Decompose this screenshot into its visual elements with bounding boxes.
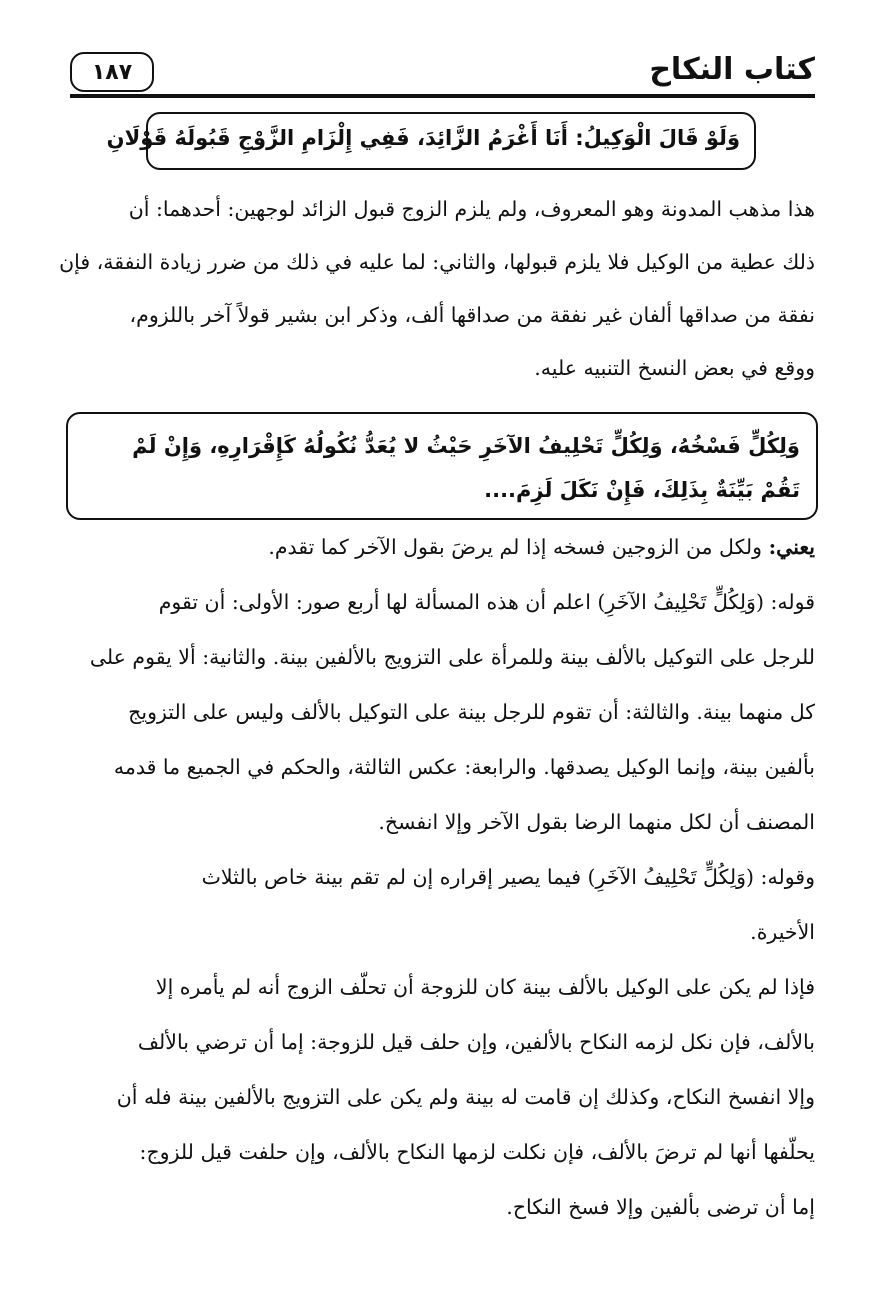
page-number: ١٨٧ [70, 52, 154, 92]
page-header [70, 50, 815, 98]
para-2-label: يعني: [768, 535, 815, 559]
para-3-line-3: كل منهما بينة. والثالثة: أن تقوم للرجل بينة على التوكيل بالألف وليس على التزويج [128, 700, 815, 724]
header-rule [70, 94, 815, 98]
para-1-line-3: نفقة من صداقها ألفان غير نفقة من صداقها ألف، وذكر ابن بشير قولاً آخر باللزوم، [129, 303, 815, 327]
para-3-line-1: قوله: (وَلِكُلٍّ تَحْلِيفُ الآخَرِ) اعلم أن هذه المسألة لها أربع صور: الأولى: أن تقوم [158, 590, 815, 614]
matn-2-line-2: تَقُمْ بَيِّنَةٌ بِذَلِكَ، فَإِنْ نَكَلَ لَزِمَ.... [484, 478, 800, 502]
para-5-line-1: فإذا لم يكن على الوكيل بالألف بينة كان للزوجة أن تحلّف الزوج أنه لم يأمره إلا [155, 975, 815, 999]
para-4-line-2: الأخيرة. [750, 920, 815, 944]
para-2-text: ولكل من الزوجين فسخه إذا لم يرضَ بقول الآخر كما تقدم. [268, 535, 769, 559]
para-1-line-4: ووقع في بعض النسخ التنبيه عليه. [534, 356, 815, 380]
chapter-title: كتاب النكاح [649, 52, 815, 87]
para-3-line-2: للرجل على التوكيل بالألف بينة وللمرأة على التزويج بالألفين بينة. والثانية: ألا يقوم على [89, 645, 815, 669]
para-5-line-2: بالألف، فإن نكل لزمه النكاح بالألفين، وإن حلف قيل للزوجة: إما أن ترضي بالألف [137, 1030, 815, 1054]
matn-box-2 [66, 412, 818, 520]
para-5-line-3: وإلا انفسخ النكاح، وكذلك إن قامت له بينة ولم يكن على التزويج بالألفين بينة فله أن [116, 1085, 815, 1109]
para-3-line-4: بألفين بينة، وإنما الوكيل يصدقها. والرابعة: عكس الثالثة، والحكم في الجميع ما قدمه [113, 755, 815, 779]
para-4-line-1: وقوله: (وَلِكُلٍّ تَحْلِيفُ الآخَرِ) فيما يصير إقراره إن لم تقم بينة خاص بالثلاث [201, 865, 815, 889]
para-5-line-5: إما أن ترضى بألفين وإلا فسخ النكاح. [506, 1195, 815, 1219]
para-5-line-4: يحلّفها أنها لم ترضَ بالألف، فإن نكلت لزمها النكاح بالألف، وإن حلفت قيل للزوج: [139, 1140, 815, 1164]
matn-2-line-1: وَلِكُلٍّ فَسْخُهُ، وَلِكُلٍّ تَحْلِيفُ الآخَرِ حَيْثُ لا يُعَدُّ نُكُولُهُ كَإِقْرَارِهِ، وَإِنْ لَمْ [132, 434, 800, 458]
para-3-line-5: المصنف أن لكل منهما الرضا بقول الآخر وإلا انفسخ. [378, 810, 815, 834]
para-1-line-2: ذلك عطية من الوكيل فلا يلزم قبولها، والثاني: لما عليه في ذلك من ضرر زيادة النفقة، فإن [59, 250, 815, 274]
para-2-line [268, 535, 815, 559]
para-1-line-1: هذا مذهب المدونة وهو المعروف، ولم يلزم الزوج قبول الزائد لوجهين: أحدهما: أن [128, 197, 815, 221]
matn-box-1: وَلَوْ قَالَ الْوَكِيلُ: أَنَا أَغْرَمُ الزَّائِدَ، فَفِي إِلْزَامِ الزَّوْجِ قَبُولَهُ قَوْلَانِ [146, 112, 756, 170]
